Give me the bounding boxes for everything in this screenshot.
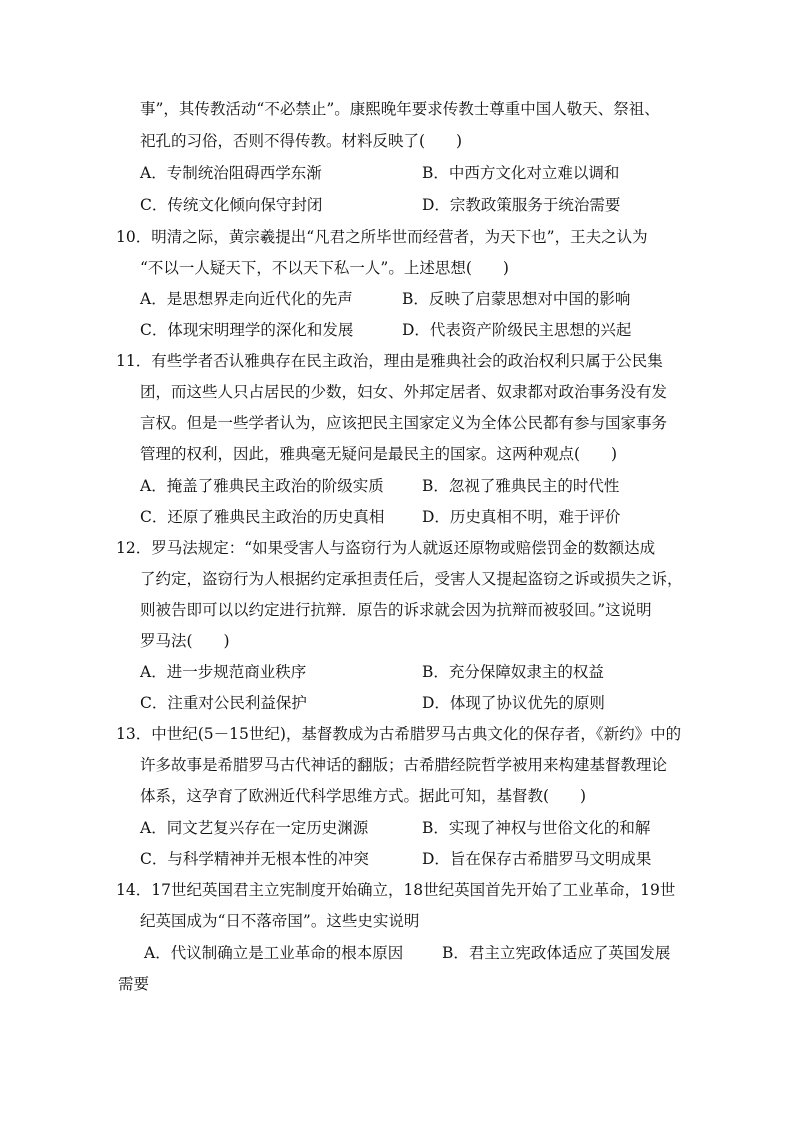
q9-option-c: C．传统文化倾向保守封闭 <box>140 196 323 214</box>
q11-option-c: C．还原了雅典民主政治的历史真相 <box>140 508 385 526</box>
q12-stem-line3: 则被告即可以以约定进行抗辩．原告的诉求就会因为抗辩而被驳回。”这说明 <box>140 601 652 619</box>
q13-option-d: D．旨在保存古希腊罗马文明成果 <box>422 850 652 868</box>
q9-option-b: B．中西方文化对立难以调和 <box>422 164 620 182</box>
q14-option-b: B．君主立宪政体适应了英国发展 <box>442 944 671 962</box>
q11-stem-line2: 团，而这些人只占居民的少数，妇女、外邦定居者、奴隶都对政治事务没有发 <box>140 383 668 401</box>
q9-option-a: A．专制统治阻碍西学东渐 <box>140 164 322 182</box>
q9-stem-line2: 祀孔的习俗，否则不得传教。材料反映了( ) <box>140 132 463 150</box>
q11-option-d: D．历史真相不明，难于评价 <box>422 508 621 526</box>
q13-option-b: B．实现了神权与世俗文化的和解 <box>422 819 651 837</box>
q10-option-d: D．代表资产阶级民主思想的兴起 <box>402 321 632 339</box>
q13-option-a: A．同文艺复兴存在一定历史渊源 <box>140 819 369 837</box>
q11-stem-line4: 管理的权利，因此，雅典毫无疑问是最民主的国家。这两种观点( ) <box>140 445 618 463</box>
q14-stem-line2: 纪英国成为“日不落帝国”。这些史实说明 <box>140 912 420 930</box>
q11-stem-line3: 言权。但是一些学者认为，应该把民主国家定义为全体公民都有参与国家事务 <box>140 414 668 432</box>
q14-stem-line1: 14．17世纪英国君主立宪制度开始确立，18世纪英国首先开始了工业革命，19世 <box>116 881 676 899</box>
q12-option-d: D．体现了协议优先的原则 <box>422 694 605 712</box>
q12-stem-line1: 12．罗马法规定：“如果受害人与盗窃行为人就返还原物或赔偿罚金的数额达成 <box>116 539 656 557</box>
q10-option-c: C．体现宋明理学的深化和发展 <box>140 321 354 339</box>
q11-stem-line1: 11．有些学者否认雅典存在民主政治，理由是雅典社会的政治权利只属于公民集 <box>116 352 663 370</box>
q13-option-c: C．与科学精神并无根本性的冲突 <box>140 850 369 868</box>
q14-option-b-continued: 需要 <box>118 975 150 993</box>
q12-option-c: C．注重对公民利益保护 <box>140 694 307 712</box>
q11-option-a: A．掩盖了雅典民主政治的阶级实质 <box>140 477 384 495</box>
q12-option-a: A．进一步规范商业秩序 <box>140 663 307 681</box>
q14-option-a: A．代议制确立是工业革命的根本原因 <box>144 944 404 962</box>
q13-stem-line2: 许多故事是希腊罗马古代神话的翻版；古希腊经院哲学被用来构建基督教理论 <box>140 756 668 774</box>
q12-stem-line4: 罗马法( ) <box>140 632 230 650</box>
q10-stem-line2: “不以一人疑天下，不以天下私一人”。上述思想( ) <box>140 259 509 277</box>
q13-stem-line3: 体系，这孕育了欧洲近代科学思维方式。据此可知，基督教( ) <box>140 787 587 805</box>
q10-option-a: A．是思想界走向近代化的先声 <box>140 290 353 308</box>
q12-option-b: B．充分保障奴隶主的权益 <box>422 663 604 681</box>
q9-stem-line1: 事”，其传教活动“不必禁止”。康熙晚年要求传教士尊重中国人敬天、祭祖、 <box>140 100 660 118</box>
q13-stem-line1: 13．中世纪(5－15世纪)，基督教成为古希腊罗马古典文化的保存者，《新约》中的 <box>116 725 682 743</box>
q10-option-b: B．反映了启蒙思想对中国的影响 <box>402 290 631 308</box>
q10-stem-line1: 10．明清之际，黄宗羲提出“凡君之所毕世而经营者，为天下也”，王夫之认为 <box>116 228 648 246</box>
q11-option-b: B．忽视了雅典民主的时代性 <box>422 477 620 495</box>
q9-option-d: D．宗教政策服务于统治需要 <box>422 196 621 214</box>
q12-stem-line2: 了约定，盗窃行为人根据约定承担责任后，受害人又提起盗窃之诉或损失之诉， <box>140 570 683 588</box>
